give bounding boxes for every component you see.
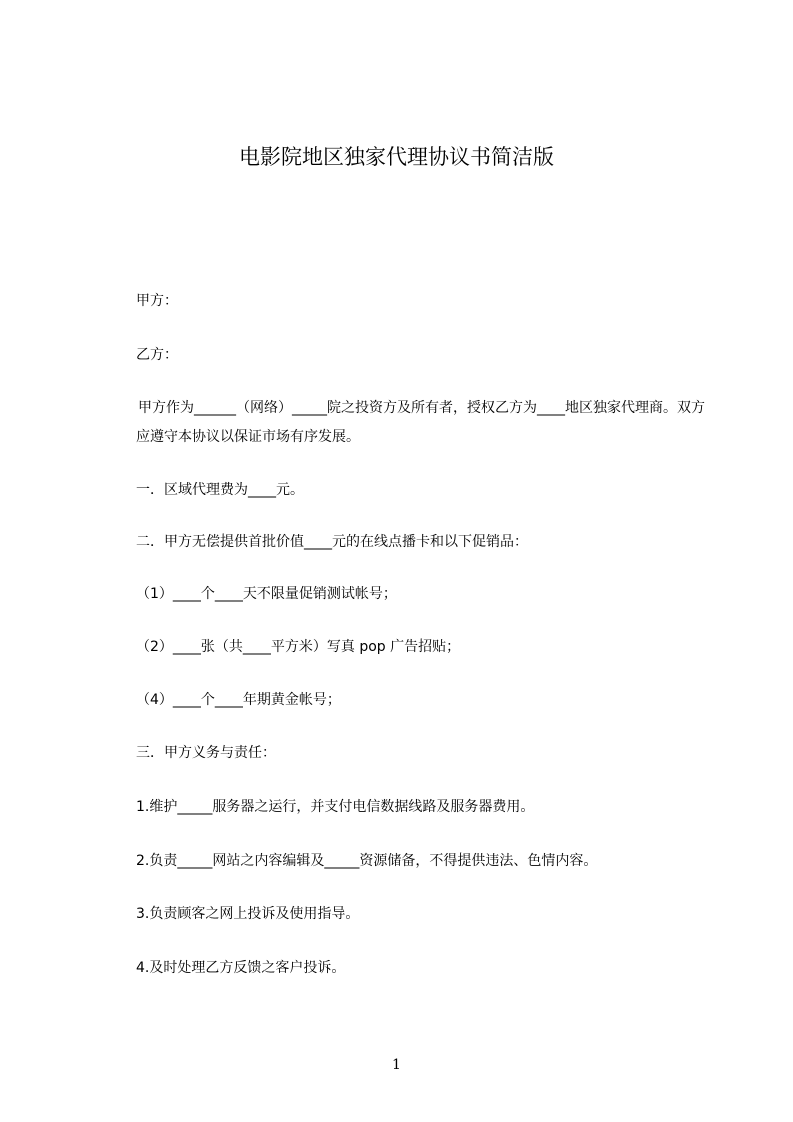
clause-party-a-duties: 三．甲方义务与责任： [136, 745, 276, 761]
duty-item-1: 1.维护_____服务器之运行，并支付电信数据线路及服务器费用。 [136, 799, 535, 815]
clause-agency-fee: 一．区域代理费为____元。 [136, 482, 304, 498]
intro-paragraph: 甲方作为______（网络）_____院之投资方及所有者，授权乙方为____地区独家代理商。双方应遵守本协议以保证市场有序发展。 [136, 400, 705, 445]
duty-item-2: 2.负责_____网站之内容编辑及_____资源储备，不得提供违法、色情内容。 [136, 853, 598, 869]
promotion-item-2: （2）____张（共____平方米）写真 pop 广告招贴； [136, 639, 461, 655]
document-title: 电影院地区独家代理协议书简洁版 [239, 145, 554, 169]
promotion-item-1: （1）____个____天不限量促销测试帐号； [136, 586, 397, 602]
duty-item-4: 4.及时处理乙方反馈之客户投诉。 [136, 960, 346, 976]
clause-free-promotions: 二．甲方无偿提供首批价值____元的在线点播卡和以下促销品： [136, 534, 528, 550]
party-a-label: 甲方： [136, 293, 178, 309]
duty-item-3: 3.负责顾客之网上投诉及使用指导。 [136, 906, 360, 922]
page-number: 1 [392, 1057, 401, 1073]
promotion-item-4: （4）____个____年期黄金帐号； [136, 692, 341, 708]
party-b-label: 乙方： [136, 347, 178, 363]
